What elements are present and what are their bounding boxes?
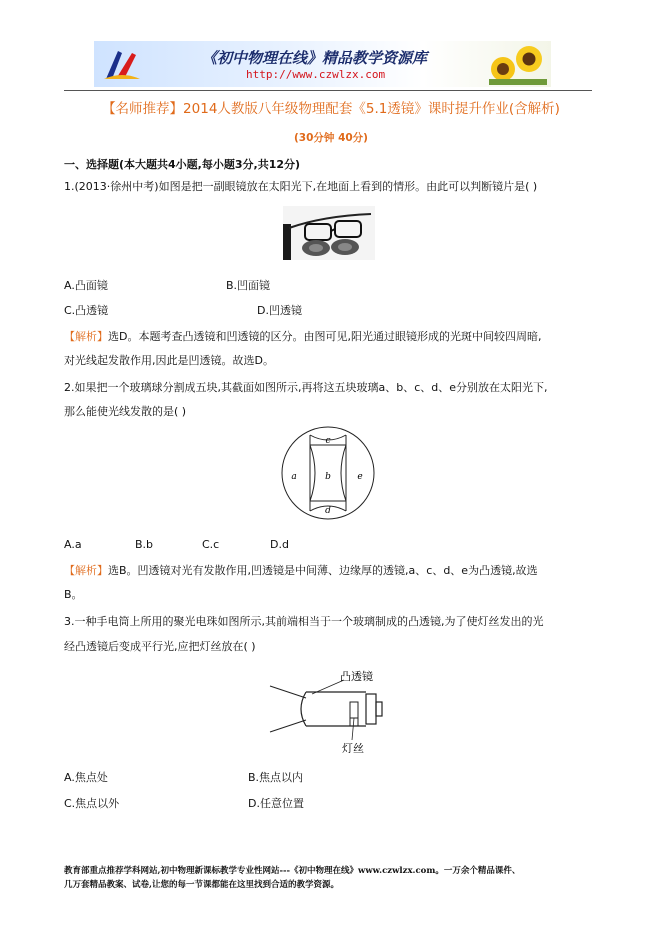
q2-analysis-tag: 【解析】 xyxy=(64,564,108,577)
q2-option-a: A.a xyxy=(64,538,82,551)
banner-url: http://www.czwlzx.com xyxy=(246,68,386,81)
q2-option-c: C.c xyxy=(202,538,220,551)
q2-analysis-text: 选B。凹透镜对光有发散作用,凹透镜是中间薄、边缘厚的透镜,a、c、d、e为凸透镜,故选 xyxy=(108,564,538,577)
q2-option-d: D.d xyxy=(270,538,289,551)
q1-analysis-text: 选D。本题考查凸透镜和凹透镜的区分。由图可见,阳光通过眼镜形成的光斑中间较四周暗, xyxy=(108,330,542,343)
header-rule xyxy=(64,90,592,91)
q2-label-a: a xyxy=(291,472,297,482)
q3-label-filament: 灯丝 xyxy=(342,742,364,755)
q3-stem-line2: 经凸透镜后变成平行光,应把灯丝放在( ) xyxy=(64,640,256,653)
footer-line2: 几万套精品教案、试卷,让您的每一节课都能在这里找到合适的教学资源。 xyxy=(64,880,339,890)
q1-analysis-line2: 对光线起发散作用,因此是凹透镜。故选D。 xyxy=(64,354,274,367)
q3-option-b: B.焦点以内 xyxy=(248,771,304,784)
q3-option-a: A.焦点处 xyxy=(64,771,108,784)
page-subtitle: (30分钟 40分) xyxy=(294,132,368,144)
q3-flashlight-bulb-figure xyxy=(266,668,390,758)
page-footer xyxy=(64,864,594,892)
q2-stem-line1: 2.如果把一个玻璃球分割成五块,其截面如图所示,再将这五块玻璃a、b、c、d、e分别放在太阳光下, xyxy=(64,381,548,394)
q1-option-c: C.凸透镜 xyxy=(64,304,109,317)
q2-label-c: c xyxy=(325,436,331,446)
q3-stem-line1: 3.一种手电筒上所用的聚光电珠如图所示,其前端相当于一个玻璃制成的凸透镜,为了使灯丝发出的光 xyxy=(64,615,544,628)
q3-label-lens: 凸透镜 xyxy=(340,670,373,683)
section-heading: 一、选择题(本大题共4小题,每小题3分,共12分) xyxy=(64,158,301,171)
q2-label-d: d xyxy=(325,506,331,516)
banner-title: 《初中物理在线》精品教学资源库 xyxy=(202,49,428,67)
q2-option-b: B.b xyxy=(135,538,154,551)
sunflower-icon xyxy=(489,43,547,85)
q1-analysis-line1 xyxy=(64,330,541,344)
q2-glass-ball-figure xyxy=(280,425,376,521)
q2-analysis-line1 xyxy=(64,564,538,578)
q2-analysis-line2: B。 xyxy=(64,588,83,601)
q1-analysis-tag: 【解析】 xyxy=(64,330,108,343)
q2-stem-line2: 那么能使光线发散的是( ) xyxy=(64,405,187,418)
q2-label-e: e xyxy=(357,472,363,482)
site-logo-icon xyxy=(102,45,142,83)
q2-label-b: b xyxy=(325,472,331,482)
q3-option-d: D.任意位置 xyxy=(248,797,304,810)
page-title: 【名师推荐】2014人教版八年级物理配套《5.1透镜》课时提升作业(含解析) xyxy=(102,101,560,117)
q1-glasses-shadow-figure xyxy=(283,206,375,260)
q3-option-c: C.焦点以外 xyxy=(64,797,120,810)
q1-option-d: D.凹透镜 xyxy=(257,304,302,317)
q1-option-b: B.凹面镜 xyxy=(226,279,271,292)
site-banner xyxy=(94,41,551,87)
q1-option-a: A.凸面镜 xyxy=(64,279,108,292)
q1-stem: 1.(2013·徐州中考)如图是把一副眼镜放在太阳光下,在地面上看到的情形。由此可以判断镜片是( ) xyxy=(64,180,538,193)
footer-line1: 教育部重点推荐学科网站,初中物理新课标教学专业性网站---《初中物理在线》www.czwlzx.com。一万余个精品课件、 xyxy=(64,866,521,876)
